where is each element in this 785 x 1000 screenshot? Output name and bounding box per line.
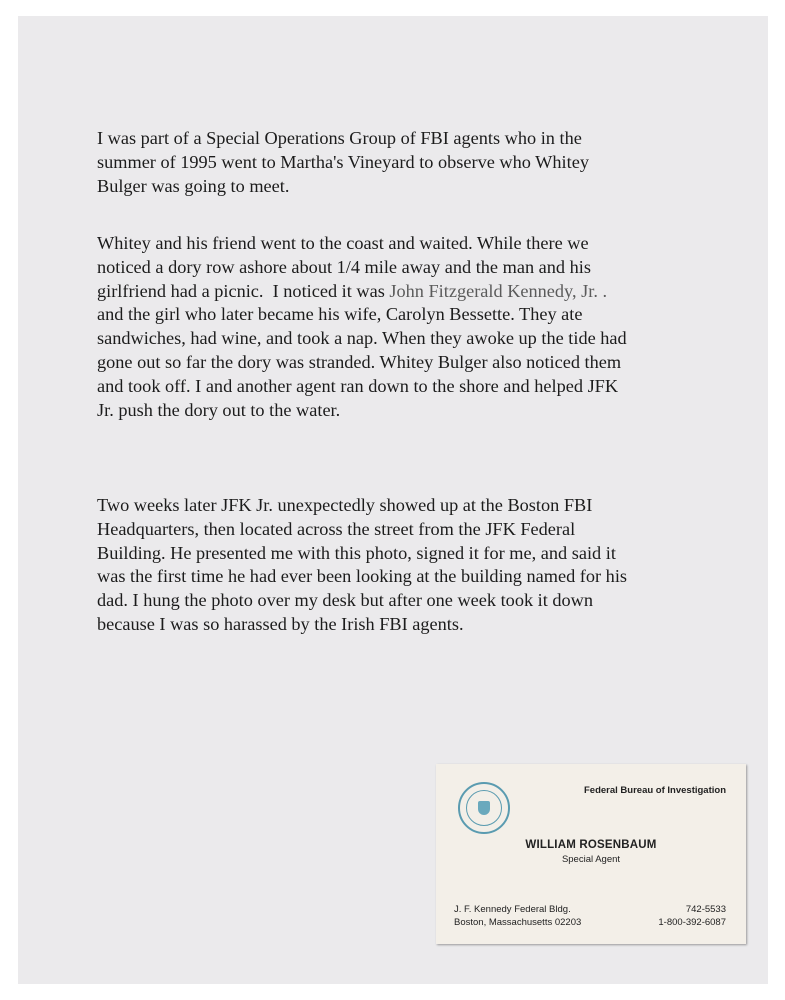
text-line: gone out so far the dory was stranded. Whitey Bulger also noticed them — [97, 351, 622, 372]
fbi-seal-icon — [458, 782, 510, 834]
card-agency: Federal Bureau of Investigation — [584, 785, 726, 796]
text-line: Whitey and his friend went to the coast and waited. While there we — [97, 233, 589, 253]
business-card — [436, 764, 746, 944]
text-line: Building. He presented me with this photo, signed it for me, and said it — [97, 542, 616, 563]
card-address — [454, 903, 581, 929]
text-line: and the girl who later became his wife, Carolyn Bessette. They ate — [97, 304, 583, 325]
highlighted-name: John Fitzgerald Kennedy, Jr. . — [389, 280, 608, 301]
text-line: Jr. push the dory out to the water. — [97, 399, 341, 420]
card-phone-2: 1-800-392-6087 — [658, 917, 726, 928]
card-address-line-2: Boston, Massachusetts 02203 — [454, 917, 582, 928]
document-page — [18, 16, 768, 984]
text-line: and took off. I and another agent ran down to the shore and helped JFK — [97, 375, 619, 396]
text-line: Two weeks later JFK Jr. unexpectedly showed up at the Boston FBI — [97, 495, 593, 515]
text-line: dad. I hung the photo over my desk but after one week took it down — [97, 590, 594, 611]
card-phone-1: 742-5533 — [685, 904, 726, 915]
card-title: Special Agent — [561, 854, 621, 865]
text-segment: girlfriend had a picnic. I noticed it was — [97, 280, 390, 301]
text-line: Bulger was going to meet. — [97, 175, 290, 196]
paragraph-2 — [97, 232, 717, 422]
paragraph-3 — [97, 494, 717, 637]
text-line: noticed a dory row ashore about 1/4 mile away and the man and his — [97, 256, 591, 277]
paragraph-1 — [97, 127, 717, 198]
seal-inner-ring — [466, 790, 502, 826]
text-line: Headquarters, then located across the street from the JFK Federal — [97, 518, 576, 539]
text-line: was the first time he had ever been looking at the building named for his — [97, 566, 628, 587]
text-line: I was part of a Special Operations Group of FBI agents who in the — [97, 128, 582, 148]
text-line — [97, 280, 717, 304]
card-address-line-1: J. F. Kennedy Federal Bldg. — [454, 904, 571, 915]
seal-shield — [478, 801, 490, 815]
text-line: because I was so harassed by the Irish FBI agents. — [97, 613, 464, 634]
text-line: sandwiches, had wine, and took a nap. When they awoke up the tide had — [97, 328, 627, 349]
card-name: WILLIAM ROSENBAUM — [525, 839, 657, 851]
card-phones — [658, 903, 726, 929]
text-line: summer of 1995 went to Martha's Vineyard to observe who Whitey — [97, 151, 589, 172]
